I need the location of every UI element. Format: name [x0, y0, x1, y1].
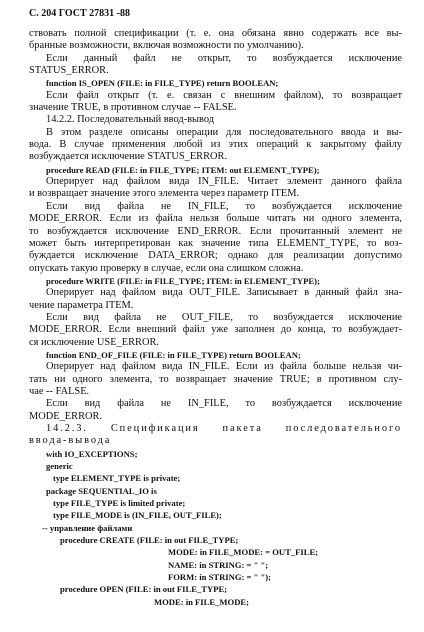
text-line: MODE_ERROR. Если внешний файл уже заполнен до конца, то возбуждает- [29, 324, 402, 336]
text-line: ся исключение USE_ERROR. [29, 336, 159, 348]
code-line: MODE: in FILE_MODE; [154, 596, 250, 607]
section-heading: 14.2.3. Спецификация пакета последовательного [46, 423, 402, 434]
text-line: MODE_ERROR. [29, 410, 103, 422]
code-line: type ELEMENT_TYPE is private; [53, 473, 181, 484]
text-line: MODE_ERROR. Если из файла нельзя больше читать ни одного элемента, [29, 213, 402, 225]
text-line: может быть интерпретирован как значение типа ELEMENT_TYPE, то воз- [29, 237, 402, 249]
code-line: NAME: in STRING: = " "; [168, 559, 269, 570]
code-line: type FILE_MODE is (IN_FILE, OUT_FILE); [53, 510, 222, 521]
text-line: бранные возможности, включая возможности по умолчанию). [29, 40, 304, 52]
code-line: with IO_EXCEPTIONS; [46, 448, 138, 459]
code-line: function END_OF_FILE (FILE: in FILE_TYPE) return BOOLEAN; [46, 349, 301, 360]
text-line: В этом разделе описаны операции для последовательного ввода и вы- [46, 126, 402, 138]
text-line: Если вид файла не IN_FILE, то возбуждается исключение [46, 200, 402, 212]
text-line: Если данный файл не открыт, то возбуждается исключение [46, 52, 402, 64]
text-line: чае -- FALSE. [29, 385, 90, 397]
text-line: значение TRUE, в противном случае -- FALSE. [29, 102, 237, 114]
code-comment: -- управление файлами [42, 522, 133, 533]
code-line: type FILE_TYPE is limited private; [53, 498, 186, 509]
text-line: и возвращает значение этого элемента через параметр ITEM. [29, 188, 300, 200]
code-line: generic [46, 461, 73, 472]
code-line: function IS_OPEN (FILE: in FILE_TYPE) return BOOLEAN; [46, 78, 279, 89]
text-line: ствовать полной спецификации (т. е. она обязана явно содержать все вы- [29, 28, 402, 39]
code-line: MODE: in FILE_MODE: = OUT_FILE; [168, 547, 319, 558]
text-line: STATUS_ERROR. [29, 65, 109, 77]
code-line: procedure READ (FILE: in FILE_TYPE; ITEM: out ELEMENT_TYPE); [46, 164, 320, 175]
text-line: Оперирует над файлом вида OUT_FILE. Записывает в данный файл зна- [46, 287, 402, 299]
text-line: то возбуждается исключение END_ERROR. Если прочитанный элемент не [29, 225, 402, 237]
code-line: procedure OPEN (FILE: in out FILE_TYPE; [60, 584, 228, 595]
page-header: С. 204 ГОСТ 27831 -88 [29, 8, 130, 19]
code-line: FORM: in STRING: = " "); [168, 572, 271, 583]
text-line: возбуждается исключение STATUS_ERROR. [29, 151, 228, 163]
text-line: тать ни одного элемента, то возвращает значение TRUE; в противном слу- [29, 373, 402, 385]
text-line: Если вид файла не OUT_FILE, то возбуждается исключение [46, 311, 402, 323]
text-line: Оперирует над файлом вида IN_FILE. Если из файла больше нельзя чи- [46, 361, 402, 373]
code-line: procedure WRITE (FILE: in FILE_TYPE; ITEM: in ELEMENT_TYPE); [46, 275, 320, 286]
code-line: package SEQUENTIAL_IO is [46, 485, 157, 496]
text-line: Если вид файла не IN_FILE, то возбуждается исключение [46, 398, 402, 410]
text-line: буждается исключение DATA_ERROR; однако для реализации допустимо [29, 250, 402, 262]
text-line: вода. В случае применения любой из этих операций к закрытому файлу [29, 139, 402, 151]
text-line: Если файл открыт (т. е. связан с внешним файлом), то возвращает [46, 89, 402, 101]
section-heading: 14.2.2. Последовательный ввод-вывод [46, 114, 215, 126]
code-line: procedure CREATE (FILE: in out FILE_TYPE; [60, 535, 239, 546]
text-line: Оперирует над файлом вида IN_FILE. Читает элемент данного файла [46, 176, 402, 188]
text-line: чение параметра ITEM. [29, 299, 134, 311]
section-heading: ввода-вывода [29, 435, 112, 447]
text-line: опускать такую проверку в случае, если она слишком сложна. [29, 262, 304, 274]
